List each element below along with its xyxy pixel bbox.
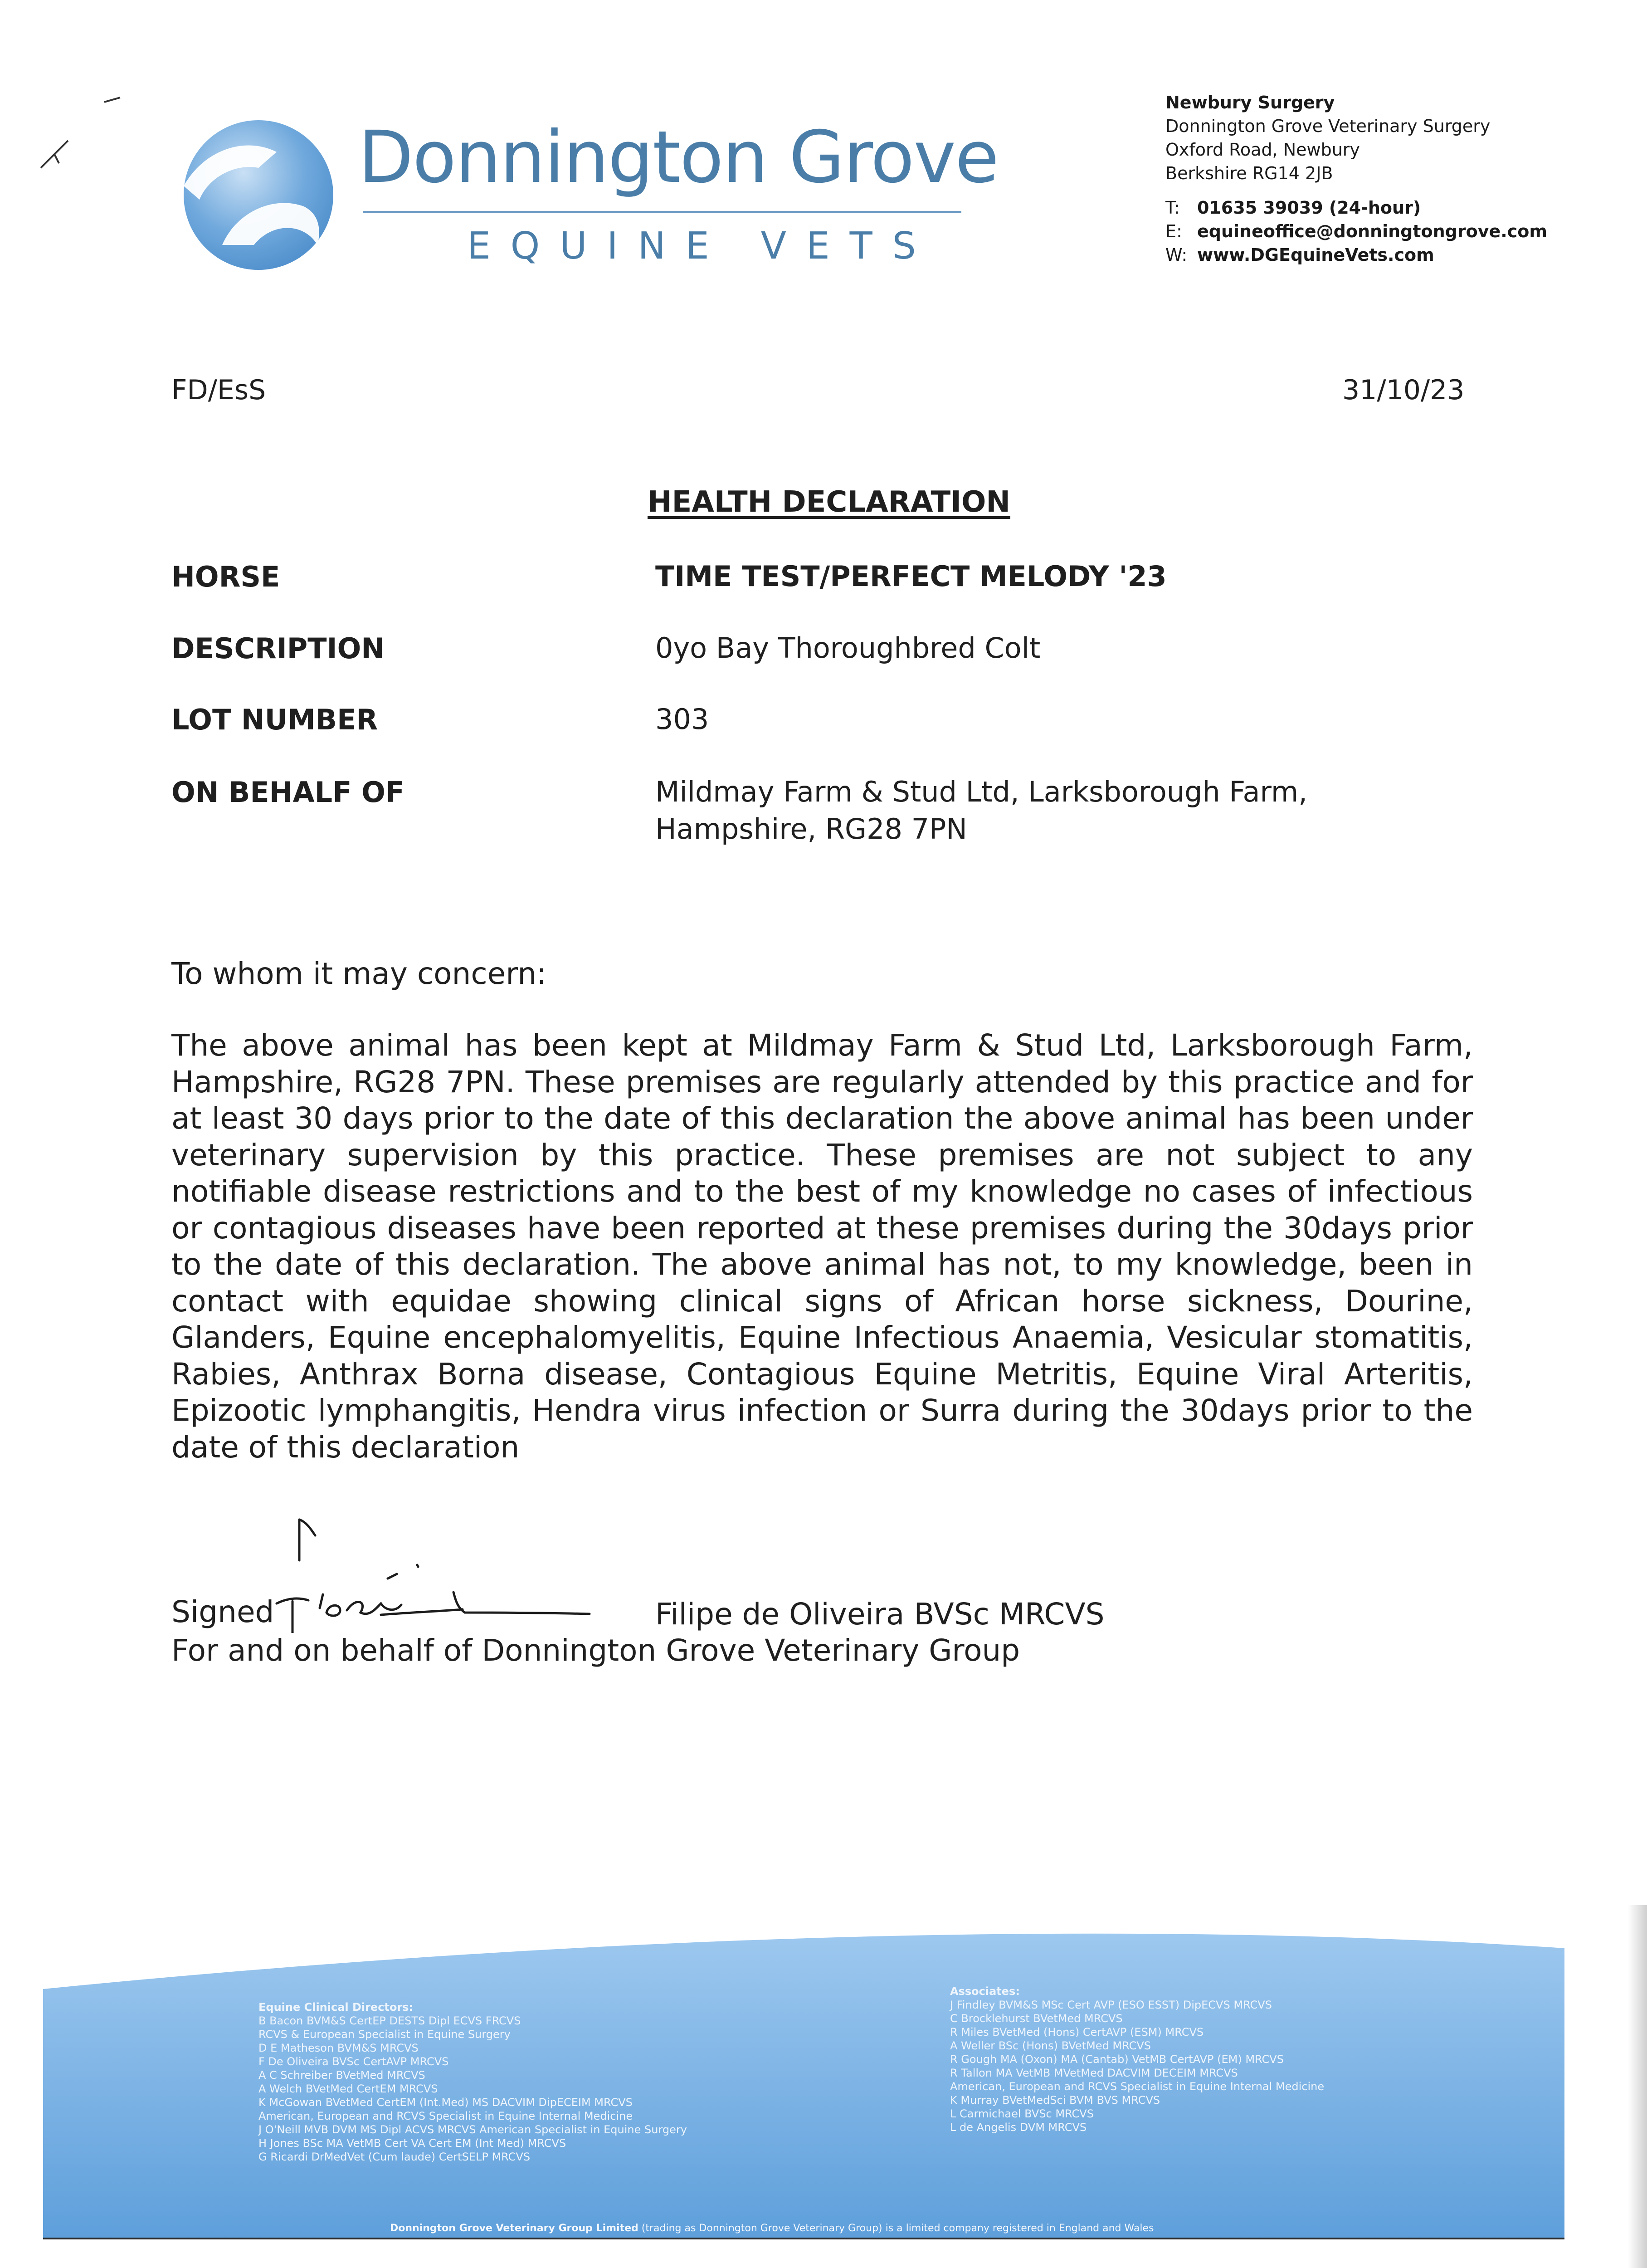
office-name: Newbury Surgery (1165, 93, 1335, 112)
email-address: equineoffice@donningtongrove.com (1197, 221, 1547, 241)
margin-pen-mark (36, 91, 122, 177)
associate-entry: C Brocklehurst BVetMed MRCVS (950, 2012, 1123, 2025)
director-entry: B Bacon BVM&S CertEP DESTS Dipl ECVS FRCVS (258, 2014, 521, 2027)
director-entry: D E Matheson BVM&S MRCVS (258, 2042, 419, 2054)
email-row: E: equineoffice@donningtongrove.com (1165, 221, 1547, 241)
associates-heading: Associates: (950, 1985, 1020, 1998)
director-entry: K McGowan BVetMed CertEM (Int.Med) MS DACVIM DipECEIM MRCVS (258, 2096, 633, 2109)
address-line: Oxford Road, Newbury (1165, 140, 1360, 160)
on-behalf-line: For and on behalf of Donnington Grove Veterinary Group (171, 1633, 1020, 1668)
associates-list (950, 1984, 1449, 2134)
associate-entry: A Weller BSc (Hons) BVetMed MRCVS (950, 2039, 1151, 2052)
brand-tagline: EQUINE VETS (467, 225, 936, 268)
phone-number: 01635 39039 (24-hour) (1197, 198, 1421, 218)
associate-entry: R Miles BVetMed (Hons) CertAVP (ESM) MRCVS (950, 2026, 1204, 2038)
associate-entry: American, European and RCVS Specialist in Equine Internal Medicine (950, 2080, 1325, 2093)
company-registration (390, 2223, 1154, 2234)
associate-entry: K Murray BVetMedSci BVM BVS MRCVS (950, 2094, 1160, 2107)
associate-entry: L de Angelis DVM MRCVS (950, 2121, 1087, 2134)
director-entry: RCVS & European Specialist in Equine Surgery (258, 2028, 511, 2041)
scan-edge-shadow (1628, 1905, 1647, 2268)
lot-number-label: LOT NUMBER (171, 703, 378, 736)
directors-list (258, 2000, 780, 2164)
address-line: Donnington Grove Veterinary Surgery (1165, 116, 1491, 136)
brand-name: Donnington Grove (358, 116, 999, 199)
director-entry: F De Oliveira BVSc CertAVP MRCVS (258, 2055, 449, 2068)
company-name: Donnington Grove Veterinary Group Limited (390, 2223, 638, 2234)
horse-logo-icon (168, 109, 349, 272)
description-label: DESCRIPTION (171, 632, 385, 665)
directors-heading: Equine Clinical Directors: (258, 2001, 414, 2014)
on-behalf-value-line1: Mildmay Farm & Stud Ltd, Larksborough Farm, (655, 775, 1307, 808)
website: www.DGEquineVets.com (1197, 245, 1434, 265)
signed-label: Signed (171, 1594, 274, 1629)
description-value: 0yo Bay Thoroughbred Colt (655, 631, 1041, 665)
associate-entry: R Gough MA (Oxon) MA (Cantab) VetMB CertAVP (EM) MRCVS (950, 2053, 1284, 2066)
associate-entry: J Findley BVM&S MSc Cert AVP (ESO ESST) DipECVS MRCVS (950, 1999, 1272, 2011)
on-behalf-label: ON BEHALF OF (171, 776, 405, 809)
on-behalf-value-line2: Hampshire, RG28 7PN (655, 812, 967, 846)
director-entry: A Welch BVetMed CertEM MRCVS (258, 2082, 438, 2095)
contact-block (1165, 91, 1619, 267)
page-title: HEALTH DECLARATION (648, 485, 1010, 519)
associate-entry: L Carmichael BVSc MRCVS (950, 2107, 1094, 2120)
handwritten-signature (272, 1510, 635, 1633)
reference-code: FD/EsS (171, 374, 266, 406)
brand-divider (363, 211, 961, 213)
document-date: 31/10/23 (1342, 374, 1465, 406)
associate-entry: R Tallon MA VetMB MVetMed DACVIM DECEIM MRCVS (950, 2067, 1238, 2079)
horse-value: TIME TEST/PERFECT MELODY '23 (655, 560, 1167, 593)
greeting: To whom it may concern: (171, 956, 547, 991)
web-row: W: www.DGEquineVets.com (1165, 245, 1434, 265)
director-entry: G Ricardi DrMedVet (Cum laude) CertSELP MRCVS (258, 2151, 531, 2163)
director-entry: American, European and RCVS Specialist in Equine Internal Medicine (258, 2110, 633, 2122)
lot-number-value: 303 (655, 703, 709, 736)
director-entry: A C Schreiber BVetMed MRCVS (258, 2069, 425, 2082)
director-entry: J O'Neill MVB DVM MS Dipl ACVS MRCVS American Specialist in Equine Surgery (258, 2123, 687, 2136)
director-entry: H Jones BSc MA VetMB Cert VA Cert EM (Int Med) MRCVS (258, 2137, 566, 2150)
address-line: Berkshire RG14 2JB (1165, 163, 1333, 183)
declaration-body: The above animal has been kept at Mildmay Farm & Stud Ltd, Larksborough Farm, Hampshire, RG28 7PN. These premises are regularly attended by this practice and for at least 30 days prior to the date of this declaration the above animal has been under veterinary supervision by this practice. These premises are not subject to any notifiable disease restrictions and to the best of my knowledge no cases of infectious or contagious diseases have been reported at these premises during the 30days prior to the date of this declaration. The above animal has not, to my knowledge, been in contact with equidae showing clinical signs of African horse sickness, Dourine, Glanders, Equine encephalomyelitis, Equine Infectious Anaemia, Vesicular stomatitis, Rabies, Anthrax Borna disease, Contagious Equine Metritis, Equine Viral Arteritis, Epizootic lymphangitis, Hendra virus infection or Surra during the 30days prior to the date of this declaration (171, 1028, 1473, 1465)
horse-label: HORSE (171, 560, 280, 593)
signer-name: Filipe de Oliveira BVSc MRCVS (655, 1597, 1105, 1632)
phone-row: T: 01635 39039 (24-hour) (1165, 198, 1421, 218)
company-text: (trading as Donnington Grove Veterinary Group) is a limited company registered in England and Wales (641, 2223, 1154, 2234)
